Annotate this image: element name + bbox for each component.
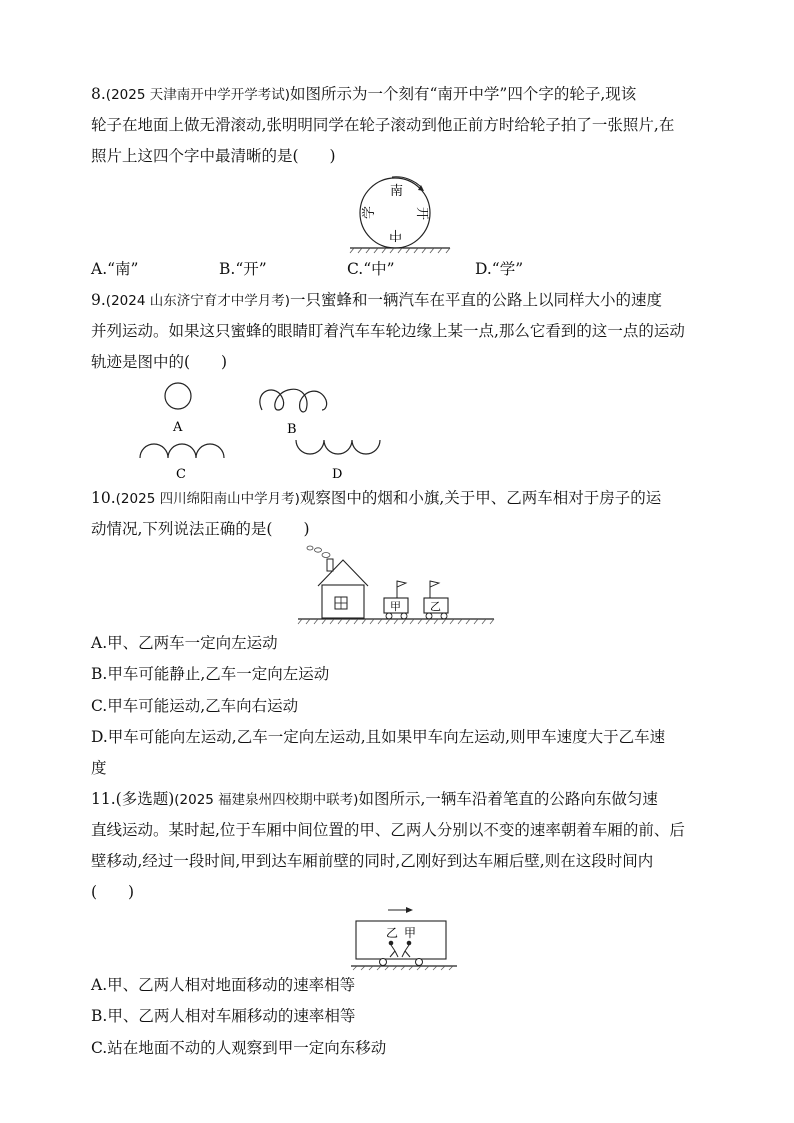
q10-car1-label: 甲 (390, 600, 401, 613)
q8-line-1 (91, 84, 636, 105)
q8-option-d: D.“学” (475, 260, 524, 278)
q10-option-b: B.甲车可能静止,乙车一定向左运动 (91, 665, 330, 683)
q8-option-a: A.“南” (91, 260, 139, 278)
q11-person-right-label: 甲 (404, 926, 417, 940)
q11-option-a: A.甲、乙两人相对地面移动的速率相等 (91, 976, 356, 994)
q10-source: (2025 四川绵阳南山中学月考) (115, 491, 300, 507)
q9-line-1 (91, 290, 662, 311)
q11-train-car-figure (351, 905, 457, 970)
q11-option-c: C.站在地面不动的人观察到甲一定向东移动 (91, 1039, 387, 1057)
q10-line-2: 动情况,下列说法正确的是( ) (91, 520, 310, 538)
q11-source: (2025 福建泉州四校期中联考) (174, 792, 359, 808)
q10-house-cars-figure (298, 543, 494, 625)
q8-char-top: 南 (390, 184, 404, 199)
q9-label-a: A (173, 420, 183, 435)
q10-line-1 (91, 488, 661, 509)
q11-stem-1: 如图所示,一辆车沿着笔直的公路向东做匀速 (358, 790, 658, 808)
q8-source: (2025 天津南开中学开学考试) (105, 87, 290, 103)
q10-option-d-cont: 度 (91, 759, 107, 777)
q9-number: 9. (91, 291, 106, 309)
q11-number: 11. (91, 790, 116, 808)
q8-option-b: B.“开” (219, 260, 267, 278)
q9-stem-1: 一只蜜蜂和一辆汽车在平直的公路上以同样大小的速度 (289, 291, 662, 309)
q10-car2-label: 乙 (430, 600, 441, 613)
q9-trajectory-figure (130, 378, 390, 488)
q8-stem-1: 如图所示为一个刻有“南开中学”四个字的轮子,现该 (289, 85, 637, 103)
q8-char-right: 开 (414, 207, 429, 221)
q11-option-b: B.甲、乙两人相对车厢移动的速率相等 (91, 1007, 356, 1025)
q11-tag: (多选题) (115, 790, 175, 808)
q8-option-c: C.“中” (347, 260, 395, 278)
q11-line-1 (91, 789, 658, 810)
q9-label-c: C (176, 467, 186, 482)
q9-source: (2024 山东济宁育才中学月考) (105, 293, 290, 309)
q8-wheel-figure (350, 170, 450, 250)
q8-number: 8. (91, 85, 106, 103)
q8-char-bottom: 中 (388, 227, 402, 242)
q9-line-2: 并列运动。如果这只蜜蜂的眼睛盯着汽车车轮边缘上某一点,那么它看到的这一点的运动 (91, 322, 685, 340)
q11-line-2: 直线运动。某时起,位于车厢中间位置的甲、乙两人分别以不变的速率朝着车厢的前、后 (91, 821, 685, 839)
q9-label-b: B (287, 422, 297, 437)
q10-option-a: A.甲、乙两车一定向左运动 (91, 634, 278, 652)
q9-label-d: D (332, 467, 343, 482)
q8-char-left: 学 (362, 205, 377, 219)
q10-option-d: D.甲车可能向左运动,乙车一定向左运动,且如果甲车向左运动,则甲车速度大于乙车速 (91, 728, 666, 746)
q10-number: 10. (91, 489, 116, 507)
q8-line-2: 轮子在地面上做无滑滚动,张明明同学在轮子滚动到他正前方时给轮子拍了一张照片,在 (91, 116, 675, 134)
q11-line-3: 壁移动,经过一段时间,甲到达车厢前壁的同时,乙刚好到达车厢后壁,则在这段时间内 (91, 852, 654, 870)
q11-line-4: ( ) (91, 883, 135, 901)
q8-line-3: 照片上这四个字中最清晰的是( ) (91, 147, 336, 165)
q10-option-c: C.甲车可能运动,乙车向右运动 (91, 697, 299, 715)
q11-person-left-label: 乙 (386, 926, 399, 940)
q9-line-3: 轨迹是图中的( ) (91, 353, 228, 371)
q10-stem-1: 观察图中的烟和小旗,关于甲、乙两车相对于房子的运 (299, 489, 662, 507)
